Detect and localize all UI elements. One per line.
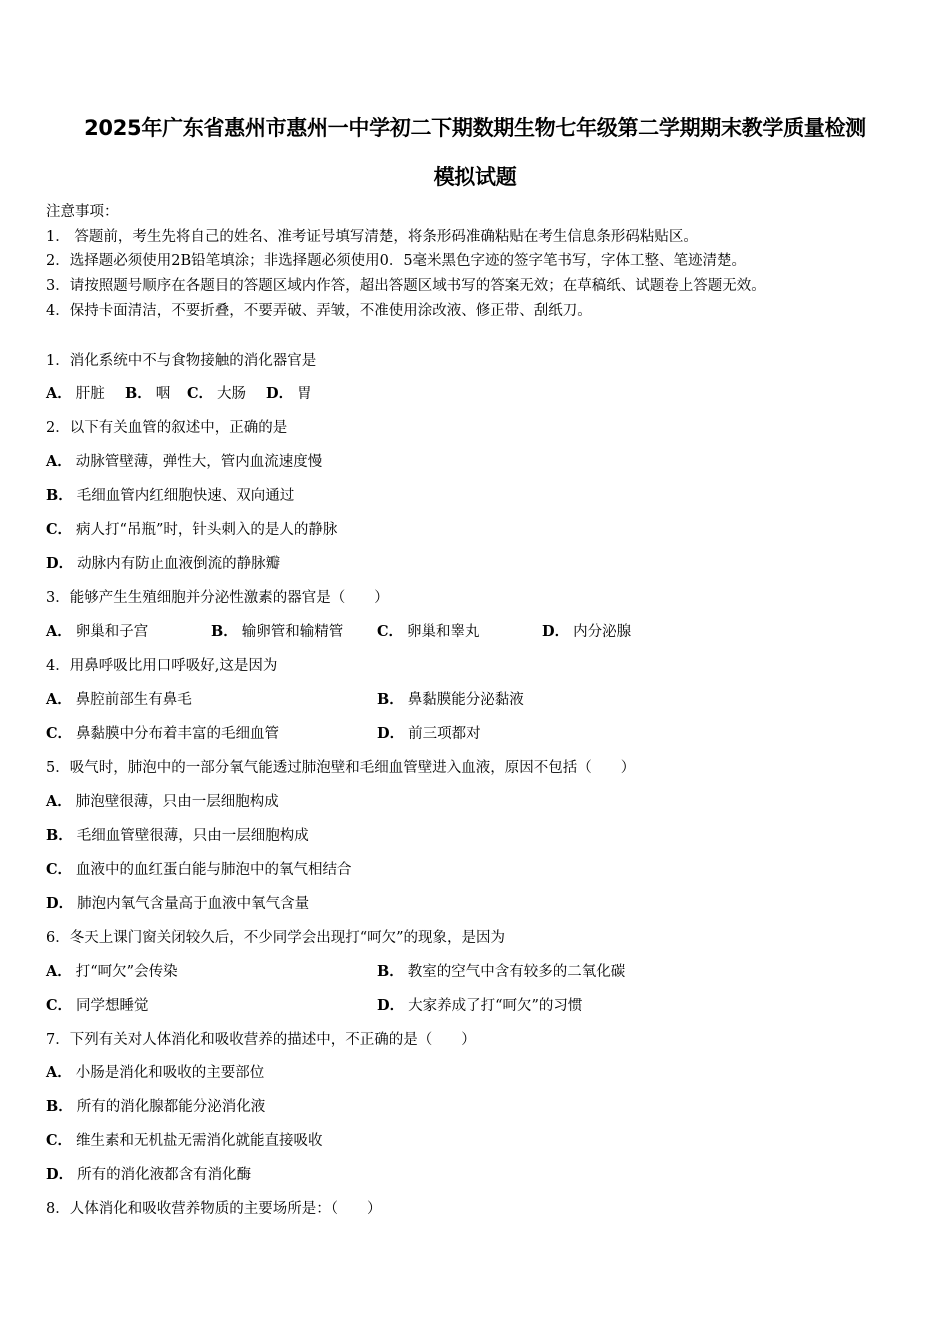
- option-text: 小肠是消化和吸收的主要部位: [75, 1065, 265, 1081]
- option: [46, 1165, 251, 1185]
- option-text: 鼻黏膜能分泌黏液: [407, 692, 524, 708]
- option-text: 所有的消化液都含有消化酶: [77, 1167, 252, 1183]
- option-label: C．: [46, 521, 73, 538]
- option: [46, 622, 148, 642]
- question-stem: 7．下列有关对人体消化和吸收营养的描述中，不正确的是（ ）: [46, 1032, 476, 1048]
- option: [377, 996, 582, 1016]
- option-text: 输卵管和输精管: [241, 624, 344, 640]
- option-text: 鼻黏膜中分布着丰富的毛细血管: [76, 726, 280, 742]
- option-label: A．: [46, 963, 72, 980]
- option-text: 肝脏: [75, 386, 105, 402]
- option: [377, 690, 524, 710]
- option: [266, 384, 312, 404]
- option: [542, 622, 631, 642]
- option: [46, 1097, 265, 1117]
- option-label: D．: [377, 997, 405, 1014]
- option: [46, 826, 309, 846]
- option: [211, 622, 343, 642]
- option-label: B．: [377, 691, 404, 708]
- option-label: B．: [125, 385, 152, 402]
- question-stem: 6．冬天上课门窗关闭较久后，不少同学会出现打“呵欠”的现象，是因为: [46, 930, 506, 946]
- option: [46, 1131, 323, 1151]
- notice-item: 1． 答题前，考生先将自己的姓名、准考证号填写清楚，将条形码准确粘贴在考生信息条形码粘贴区。: [46, 229, 698, 245]
- question-stem: 1．消化系统中不与食物接触的消化器官是: [46, 353, 317, 369]
- option-label: B．: [46, 827, 73, 844]
- option-label: A．: [46, 385, 72, 402]
- option-text: 内分泌腺: [573, 624, 632, 640]
- option-label: B．: [46, 487, 73, 504]
- option: [377, 622, 480, 642]
- question-stem: 3．能够产生生殖细胞并分泌性激素的器官是（ ）: [46, 590, 389, 606]
- option: [46, 520, 337, 540]
- option-label: B．: [211, 623, 238, 640]
- option: [46, 894, 309, 914]
- option: [46, 996, 149, 1016]
- option-text: 动脉管壁薄，弹性大，管内血流速度慢: [75, 454, 323, 470]
- option: [46, 554, 280, 574]
- option-text: 鼻腔前部生有鼻毛: [75, 692, 192, 708]
- option-text: 肺泡内氧气含量高于血液中氧气含量: [77, 896, 310, 912]
- option-label: D．: [46, 555, 74, 572]
- option: [46, 452, 322, 472]
- notice-item: 4．保持卡面清洁，不要折叠，不要弄破、弄皱，不准使用涂改液、修正带、刮纸刀。: [46, 303, 592, 319]
- option-label: D．: [266, 385, 294, 402]
- option-label: C．: [46, 725, 73, 742]
- option-text: 肺泡壁很薄，只由一层细胞构成: [75, 794, 279, 810]
- option-text: 所有的消化腺都能分泌消化液: [76, 1099, 266, 1115]
- option-label: A．: [46, 793, 72, 810]
- option-text: 毛细血管内红细胞快速、双向通过: [76, 488, 295, 504]
- option-label: A．: [46, 691, 72, 708]
- exam-title-line-1: 2025年广东省惠州市惠州一中学初二下期数期生物七年级第二学期期末教学质量检测: [84, 116, 866, 140]
- option-label: B．: [46, 1098, 73, 1115]
- exam-title-line-2: 模拟试题: [433, 165, 517, 189]
- option-label: B．: [377, 963, 404, 980]
- option-text: 血液中的血红蛋白能与肺泡中的氧气相结合: [76, 862, 352, 878]
- option-label: D．: [377, 725, 405, 742]
- option: [46, 860, 352, 880]
- option-text: 教室的空气中含有较多的二氧化碳: [407, 964, 626, 980]
- option-label: C．: [46, 997, 73, 1014]
- option-text: 打“呵欠”会传染: [75, 964, 178, 980]
- option-label: D．: [542, 623, 570, 640]
- option: [187, 384, 246, 404]
- option-label: C．: [377, 623, 404, 640]
- option-label: C．: [46, 861, 73, 878]
- option: [46, 792, 279, 812]
- option: [377, 962, 625, 982]
- option-label: D．: [46, 1166, 74, 1183]
- notice-heading: 注意事项：: [46, 204, 119, 220]
- option-label: C．: [187, 385, 214, 402]
- option-text: 病人打“吊瓶”时，针头刺入的是人的静脉: [76, 522, 338, 538]
- option-text: 毛细血管壁很薄，只由一层细胞构成: [76, 828, 309, 844]
- option: [46, 962, 178, 982]
- question-stem: 8．人体消化和吸收营养物质的主要场所是：（ ）: [46, 1201, 382, 1217]
- option-text: 维生素和无机盐无需消化就能直接吸收: [76, 1133, 323, 1149]
- option-text: 卵巢和子宫: [75, 624, 149, 640]
- option-text: 大肠: [217, 386, 247, 402]
- option: [46, 690, 192, 710]
- option-text: 卵巢和睾丸: [407, 624, 480, 640]
- option: [125, 384, 170, 404]
- option: [377, 724, 481, 744]
- option-text: 咽: [155, 386, 171, 402]
- option-label: D．: [46, 895, 74, 912]
- option: [46, 1063, 264, 1083]
- option-text: 动脉内有防止血液倒流的静脉瓣: [77, 556, 281, 572]
- option-text: 同学想睡觉: [76, 998, 149, 1014]
- option: [46, 384, 105, 404]
- option-label: C．: [46, 1132, 73, 1149]
- option-text: 大家养成了打“呵欠”的习惯: [408, 998, 583, 1014]
- option: [46, 486, 294, 506]
- option-text: 前三项都对: [408, 726, 481, 742]
- option-label: A．: [46, 623, 72, 640]
- option-label: A．: [46, 453, 72, 470]
- notice-item: 2．选择题必须使用2B铅笔填涂；非选择题必须使用0．5毫米黑色字迹的签字笔书写，字体工整、笔迹清楚。: [46, 253, 747, 269]
- question-stem: 5．吸气时，肺泡中的一部分氧气能透过肺泡壁和毛细血管壁进入血液，原因不包括（ ）: [46, 760, 636, 776]
- question-stem: 2．以下有关血管的叙述中，正确的是: [46, 420, 288, 436]
- option-label: A．: [46, 1064, 72, 1081]
- notice-item: 3．请按照题号顺序在各题目的答题区域内作答，超出答题区域书写的答案无效；在草稿纸、试题卷上答题无效。: [46, 278, 766, 294]
- question-stem: 4．用鼻呼吸比用口呼吸好,这是因为: [46, 658, 278, 674]
- option-text: 胃: [297, 386, 312, 402]
- option: [46, 724, 279, 744]
